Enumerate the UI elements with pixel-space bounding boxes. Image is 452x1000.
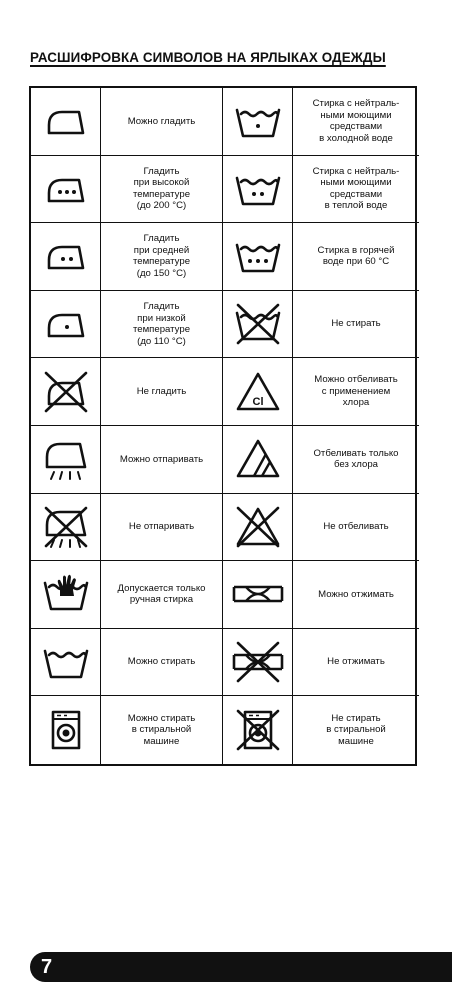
description-line: средствами xyxy=(329,121,383,133)
description-line: Стирка с нейтраль- xyxy=(312,98,400,110)
symbol-description xyxy=(101,156,223,224)
description-line: Не отбеливать xyxy=(323,521,389,533)
description-line: Можно стирать xyxy=(127,656,196,668)
steam-icon xyxy=(31,426,101,494)
description-line: при средней xyxy=(133,244,190,256)
page-title: РАСШИФРОВКА СИМВОЛОВ НА ЯРЛЫКАХ ОДЕЖДЫ xyxy=(30,50,386,65)
description-line: температуре xyxy=(132,256,191,268)
description-line: Не отпаривать xyxy=(128,521,195,533)
description-line: температуре xyxy=(132,324,191,336)
footer-bar xyxy=(30,952,452,982)
symbol-description xyxy=(293,494,419,562)
no-bleach-icon xyxy=(223,494,293,562)
description-line: Допускается только xyxy=(117,582,206,594)
symbol-description xyxy=(101,426,223,494)
iron-icon xyxy=(31,88,101,156)
description-line: в стиральной xyxy=(131,724,192,736)
description-line: при высокой xyxy=(133,177,190,189)
description-line: в стиральной xyxy=(326,724,386,736)
symbols-table xyxy=(29,86,417,766)
description-line: с применением xyxy=(321,385,391,397)
description-line: Можно отпаривать xyxy=(119,453,204,465)
symbol-description xyxy=(101,696,223,764)
wring-icon xyxy=(223,561,293,629)
symbol-description xyxy=(101,291,223,359)
hand-wash-icon xyxy=(31,561,101,629)
description-line: Можно отбеливать xyxy=(314,374,398,386)
symbol-description xyxy=(293,629,419,697)
description-line: температуре xyxy=(132,188,191,200)
description-line: Можно гладить xyxy=(127,115,196,127)
description-line: Гладить xyxy=(143,301,180,313)
symbol-description xyxy=(101,88,223,156)
symbol-description xyxy=(101,629,223,697)
chlorine-label: Cl xyxy=(252,395,263,408)
wash-icon xyxy=(31,629,101,697)
bleach-chlorine-icon xyxy=(223,358,293,426)
symbol-description xyxy=(293,291,419,359)
description-line: (до 110 °С) xyxy=(137,335,186,347)
description-line: Не стирать xyxy=(331,318,381,330)
symbol-description xyxy=(101,358,223,426)
description-line: в холодной воде xyxy=(319,132,393,144)
symbol-description xyxy=(293,561,419,629)
symbol-description xyxy=(293,696,419,764)
wash-hot-icon xyxy=(223,223,293,291)
bleach-non-chlorine-icon xyxy=(223,426,293,494)
description-line: Стирка с нейтраль- xyxy=(312,165,400,177)
description-line: Не отжимать xyxy=(327,656,385,668)
description-line: машине xyxy=(338,735,374,747)
page-number: 7 xyxy=(41,956,53,978)
iron-medium-icon xyxy=(31,223,101,291)
wash-cold-icon xyxy=(223,88,293,156)
description-line: воде при 60 °С xyxy=(322,256,390,268)
description-line: Не стирать xyxy=(331,712,381,724)
no-steam-icon xyxy=(31,494,101,562)
description-line: ручная стирка xyxy=(129,594,194,606)
no-machine-wash-icon xyxy=(223,696,293,764)
machine-wash-icon xyxy=(31,696,101,764)
description-line: средствами xyxy=(329,188,383,200)
symbol-description xyxy=(293,88,419,156)
iron-high-icon xyxy=(31,156,101,224)
description-line: Можно отжимать xyxy=(318,588,394,600)
iron-low-icon xyxy=(31,291,101,359)
description-line: ными моющими xyxy=(320,109,392,121)
description-line: машине xyxy=(143,735,180,747)
description-line: (до 200 °С) xyxy=(136,200,187,212)
no-wring-icon xyxy=(223,629,293,697)
symbol-description xyxy=(293,156,419,224)
description-line: Гладить xyxy=(143,165,180,177)
description-line: хлора xyxy=(342,397,370,409)
symbol-description xyxy=(101,494,223,562)
description-line: Стирка в горячей xyxy=(317,244,395,256)
description-line: Отбеливать только xyxy=(313,447,399,459)
description-line: ными моющими xyxy=(320,177,392,189)
no-wash-icon xyxy=(223,291,293,359)
description-line: (до 150 °С) xyxy=(136,267,187,279)
symbol-description xyxy=(293,358,419,426)
description-line: Можно стирать xyxy=(127,712,196,724)
description-line: Гладить xyxy=(143,233,180,245)
symbol-description xyxy=(101,561,223,629)
description-line: без хлора xyxy=(333,459,379,471)
wash-warm-icon xyxy=(223,156,293,224)
description-line: в теплой воде xyxy=(324,200,388,212)
symbol-description xyxy=(293,426,419,494)
description-line: Не гладить xyxy=(136,385,187,397)
description-line: при низкой xyxy=(137,312,186,324)
symbol-description xyxy=(293,223,419,291)
no-iron-icon xyxy=(31,358,101,426)
symbol-description xyxy=(101,223,223,291)
